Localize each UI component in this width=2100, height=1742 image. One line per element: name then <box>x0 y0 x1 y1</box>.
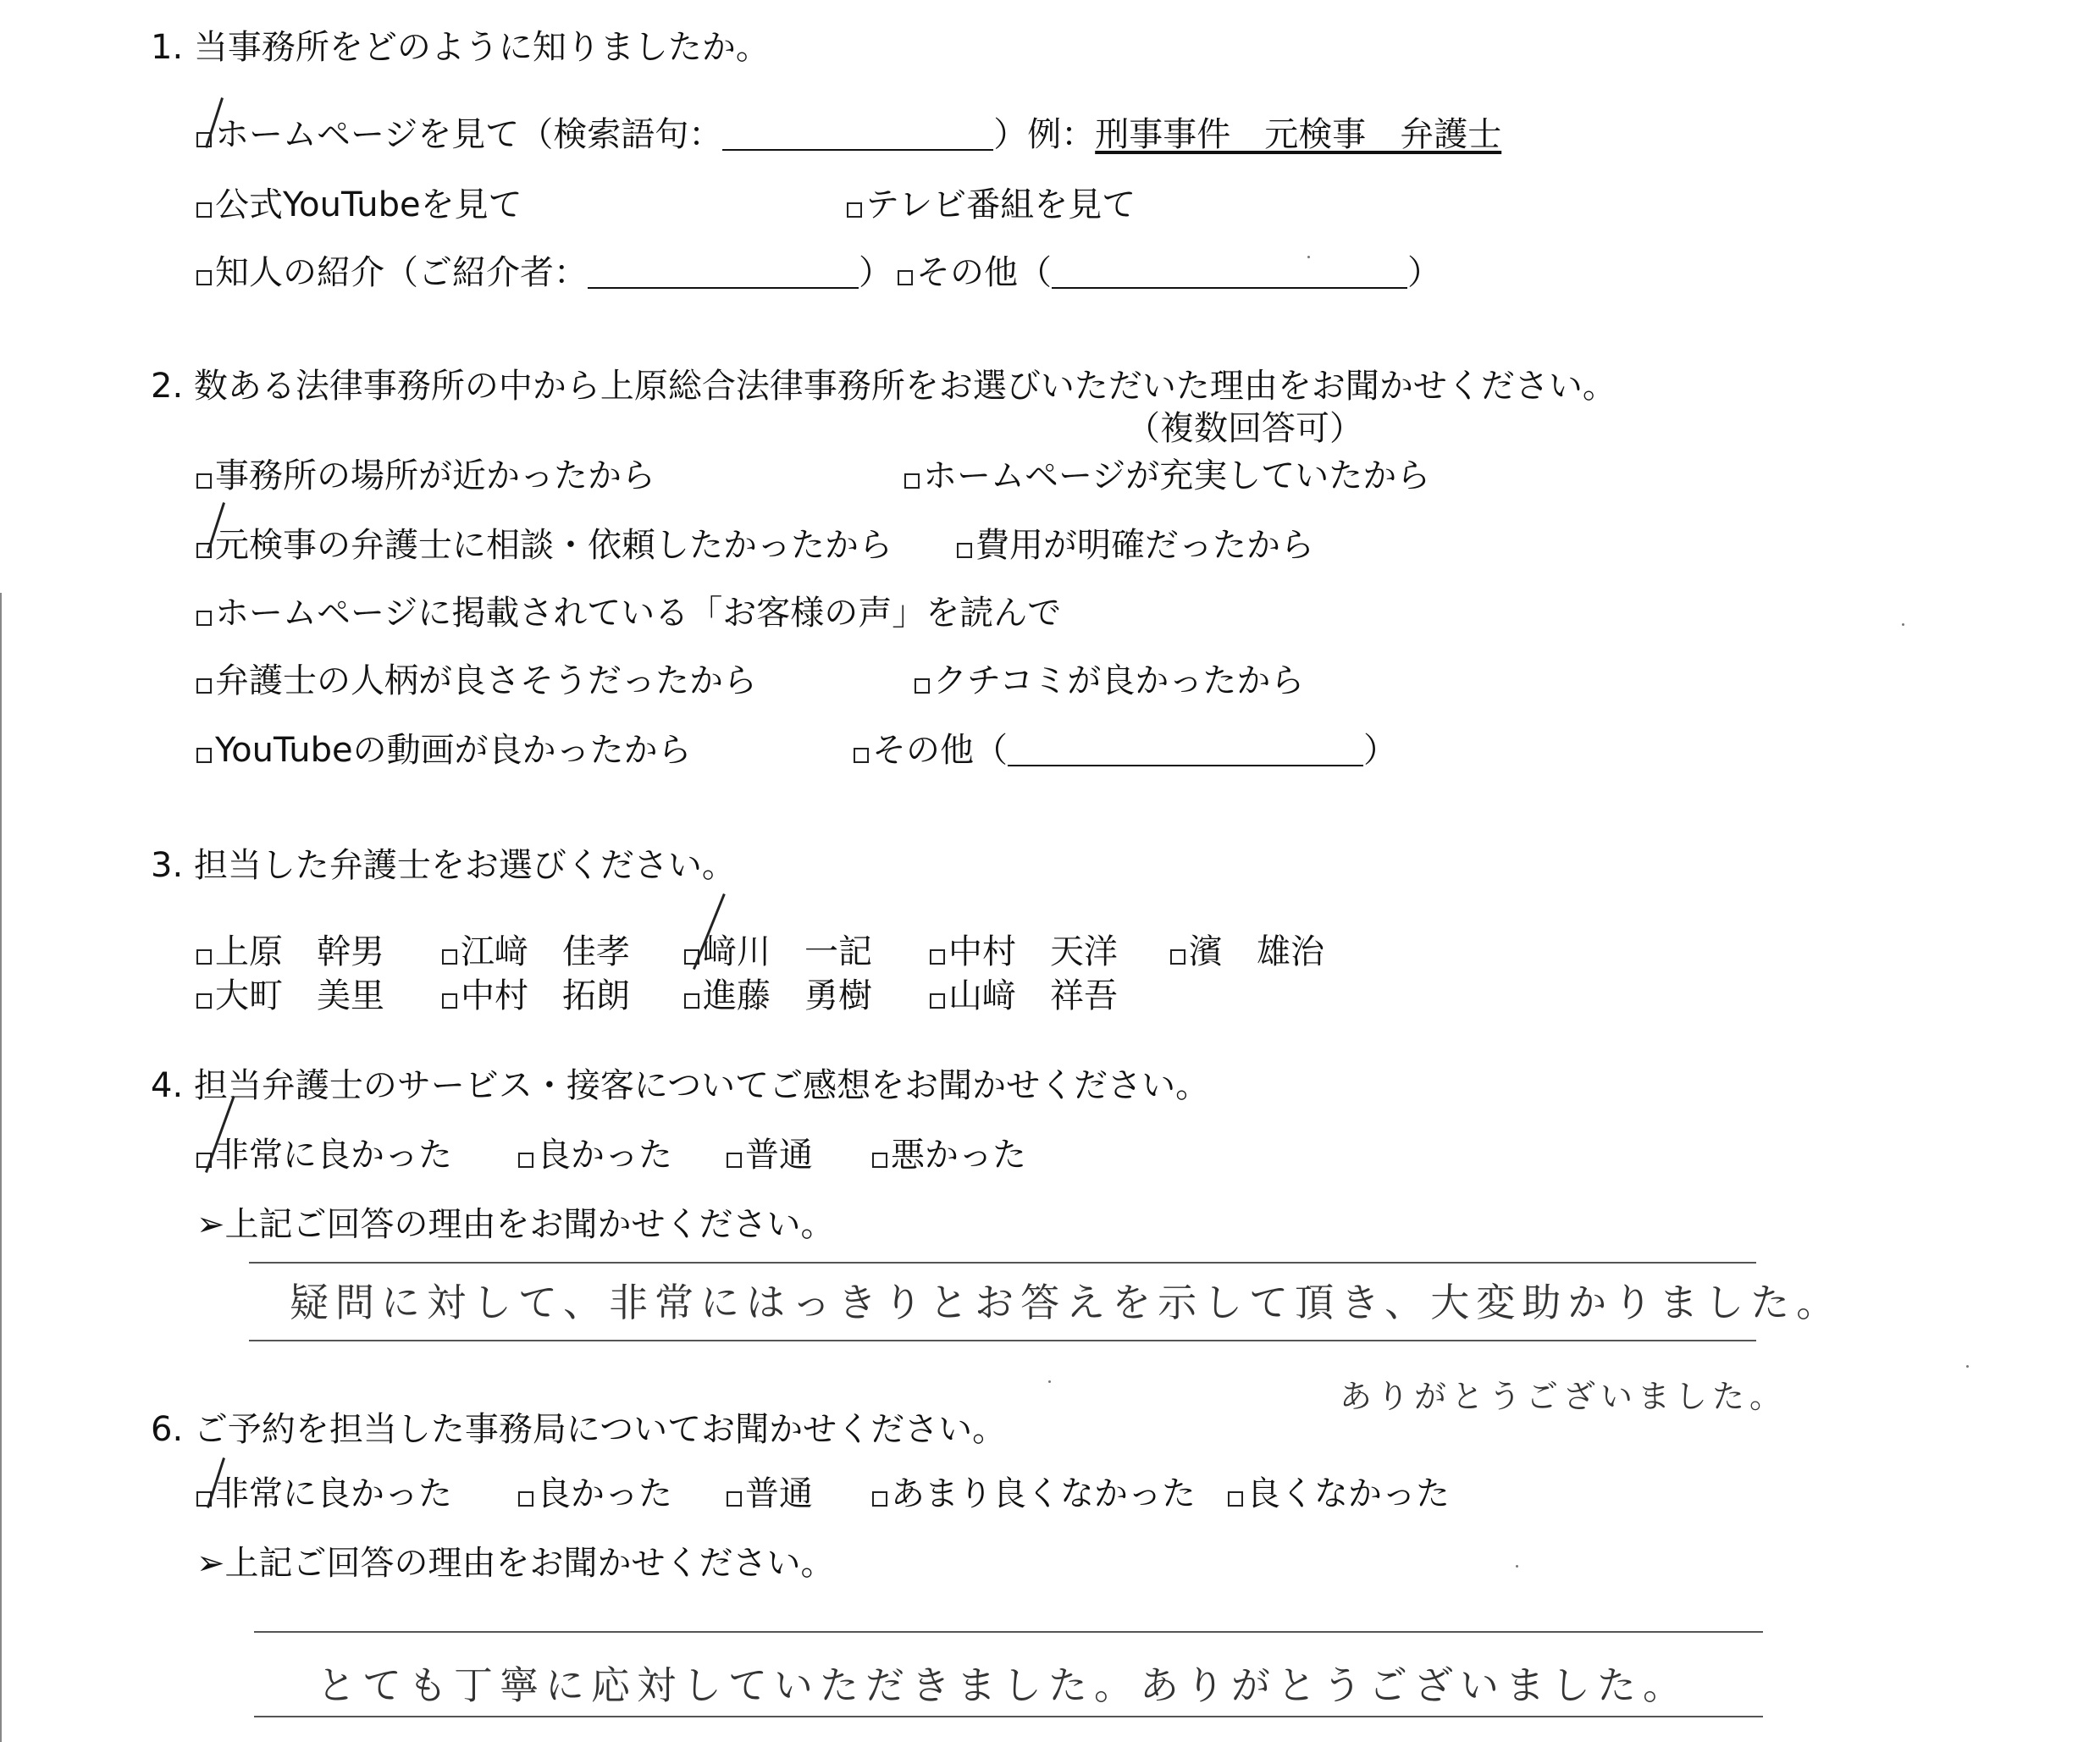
checkbox[interactable] <box>872 1491 887 1507</box>
scan-speck <box>1516 1565 1518 1568</box>
checkbox[interactable] <box>957 543 972 558</box>
lawyer-name: 進藤 勇樹 <box>703 976 872 1015</box>
q4-rating-option[interactable] <box>518 1135 672 1175</box>
checkbox[interactable] <box>196 993 212 1009</box>
answer-line <box>249 1262 1756 1264</box>
answer-line <box>254 1716 1763 1717</box>
q6-rating-label: あまり良くなかった <box>891 1474 1196 1513</box>
question-4-title: 4. 担当弁護士のサービス・接客についてご感想をお聞かせください。 <box>151 1066 1210 1105</box>
q1-option-referral[interactable] <box>196 252 892 293</box>
answer-line <box>249 1340 1756 1341</box>
q1-option-other[interactable] <box>898 252 1441 293</box>
q4-rating-option[interactable] <box>727 1135 813 1175</box>
lawyer-name: 中村 天洋 <box>948 932 1118 971</box>
q6-rating-option[interactable] <box>727 1474 813 1514</box>
lawyer-option[interactable] <box>1170 932 1324 972</box>
q1-option-other-close: ） <box>1407 253 1441 292</box>
q1-option-homepage-label: ホームページを見て（検索語句： <box>215 115 723 154</box>
q2-option-reviews[interactable] <box>915 661 1304 701</box>
q2-option-location-label: 事務所の場所が近かったから <box>215 456 655 495</box>
checkbox[interactable] <box>930 949 945 965</box>
q4-rating-label: 非常に良かった <box>215 1136 452 1175</box>
checkbox[interactable] <box>1228 1491 1243 1507</box>
lawyer-name: 上原 幹男 <box>215 932 384 971</box>
lawyer-name: 中村 拓朗 <box>461 976 630 1015</box>
question-3-title: 3. 担当した弁護士をお選びください。 <box>151 846 736 885</box>
checkbox[interactable] <box>196 202 212 218</box>
other-blank[interactable] <box>1052 262 1407 289</box>
lawyer-option[interactable] <box>442 976 630 1016</box>
q4-handwritten-answer-2[interactable]: ありがとうございました。 <box>1340 1378 1788 1415</box>
checkbox[interactable] <box>684 993 699 1009</box>
q2-option-hp-content[interactable] <box>904 456 1430 496</box>
lawyer-option[interactable] <box>930 932 1118 972</box>
checkbox[interactable] <box>727 1491 742 1507</box>
q2-option-voice-label: ホームページに掲載されている「お客様の声」を読んで <box>215 594 1062 633</box>
lawyer-option[interactable] <box>196 976 384 1016</box>
checkbox[interactable] <box>854 748 869 763</box>
question-1-title: 1. 当事務所をどのように知りましたか。 <box>151 28 770 67</box>
checkbox[interactable] <box>847 202 862 218</box>
q1-option-referral-label: 知人の紹介（ご紹介者： <box>215 253 588 292</box>
q6-rating-option[interactable] <box>518 1474 672 1514</box>
referrer-blank[interactable] <box>588 262 859 289</box>
scan-speck <box>1048 1380 1051 1383</box>
q6-handwritten-answer[interactable]: とても丁寧に応対していただきました。ありがとうございました。 <box>317 1662 1688 1708</box>
checkbox[interactable] <box>898 270 913 285</box>
q1-option-homepage[interactable] <box>196 114 1501 155</box>
scan-speck <box>1902 623 1904 626</box>
lawyer-option[interactable] <box>684 932 872 972</box>
q2-option-fee-label: 費用が明確だったから <box>975 526 1314 565</box>
q4-rating-option[interactable] <box>872 1135 1026 1175</box>
q2-option-ex-prosecutor-label: 元検事の弁護士に相談・依頼したかったから <box>215 526 892 565</box>
q2-option-youtube-video-label: YouTubeの動画が良かったから <box>215 731 692 770</box>
q2-option-voice[interactable] <box>196 593 1061 633</box>
q4-rating-label: 普通 <box>745 1136 813 1175</box>
q2-option-other[interactable] <box>854 730 1397 771</box>
q6-rating-option[interactable] <box>872 1474 1196 1514</box>
question-2-note: （複数回答可） <box>1126 409 1363 448</box>
checkbox[interactable] <box>196 678 212 694</box>
scan-speck <box>1966 1365 1969 1368</box>
scan-speck <box>1307 256 1310 258</box>
checkbox[interactable] <box>1170 949 1185 965</box>
scan-edge-line <box>0 593 2 1742</box>
q4-rating-option[interactable] <box>196 1135 452 1175</box>
q6-rating-label: 普通 <box>745 1474 813 1513</box>
question-2-title: 2. 数ある法律事務所の中から上原総合法律事務所をお選びいただいた理由をお聞かせください。 <box>151 367 1616 406</box>
q4-reason-prompt: ➢上記ご回答の理由をお聞かせください。 <box>196 1205 835 1244</box>
q6-rating-option[interactable] <box>196 1474 452 1514</box>
q6-rating-option[interactable] <box>1228 1474 1450 1514</box>
checkbox[interactable] <box>196 611 212 626</box>
answer-line <box>254 1631 1763 1633</box>
q6-rating-label: 良くなかった <box>1246 1474 1450 1513</box>
q1-option-referral-close: ） <box>859 253 892 292</box>
q1-option-tv[interactable] <box>847 185 1136 225</box>
checkbox[interactable] <box>196 270 212 285</box>
checkbox[interactable] <box>904 473 920 489</box>
checkbox[interactable] <box>872 1153 887 1168</box>
q2-option-fee[interactable] <box>957 525 1314 566</box>
q2-option-hp-content-label: ホームページが充実していたから <box>923 456 1431 495</box>
lawyer-name: 濱 雄治 <box>1189 932 1324 971</box>
q2-option-other-close: ） <box>1363 731 1397 770</box>
lawyer-option[interactable] <box>442 932 630 972</box>
q6-reason-prompt: ➢上記ご回答の理由をお聞かせください。 <box>196 1544 835 1583</box>
lawyer-name: 﨑川 一記 <box>703 932 872 971</box>
question-6-title: 6. ご予約を担当した事務局についてお聞かせください。 <box>151 1410 1007 1449</box>
lawyer-name: 江﨑 佳孝 <box>461 932 630 971</box>
q6-rating-label: 非常に良かった <box>215 1474 452 1513</box>
lawyer-option[interactable] <box>196 932 384 972</box>
q1-option-other-label: その他（ <box>916 253 1052 292</box>
checkbox[interactable] <box>930 993 945 1009</box>
checkbox[interactable] <box>442 949 457 965</box>
q2-option-reviews-label: クチコミが良かったから <box>933 661 1305 700</box>
lawyer-name: 山﨑 祥吾 <box>948 976 1118 1015</box>
q1-option-youtube[interactable] <box>196 185 522 225</box>
q2-option-other-label: その他（ <box>872 731 1008 770</box>
q4-rating-label: 良かった <box>537 1136 672 1175</box>
lawyer-option[interactable] <box>684 976 872 1016</box>
q1-example: 刑事事件 元検事 弁護士 <box>1095 115 1502 154</box>
q4-rating-label: 悪かった <box>891 1136 1026 1175</box>
q1-option-homepage-close: ）例： <box>993 115 1096 154</box>
other-blank[interactable] <box>1008 739 1363 766</box>
checkbox[interactable] <box>518 1491 533 1507</box>
q2-option-location[interactable] <box>196 456 655 496</box>
lawyer-name: 大町 美里 <box>215 976 384 1015</box>
checkbox[interactable] <box>196 748 212 763</box>
checkbox[interactable] <box>915 678 930 694</box>
checkbox[interactable] <box>196 949 212 965</box>
q4-handwritten-answer[interactable]: 疑問に対して、非常にはっきりとお答えを示して頂き、大変助かりました。 <box>290 1280 1843 1325</box>
search-term-blank[interactable] <box>722 124 993 151</box>
q1-option-youtube-label: 公式YouTubeを見て <box>215 185 522 224</box>
q2-option-youtube-video[interactable] <box>196 730 692 771</box>
q2-option-personality[interactable] <box>196 661 757 701</box>
checkbox[interactable] <box>518 1153 533 1168</box>
lawyer-option[interactable] <box>930 976 1118 1016</box>
q2-option-personality-label: 弁護士の人柄が良さそうだったから <box>215 661 757 700</box>
checkbox[interactable] <box>196 473 212 489</box>
q2-option-ex-prosecutor[interactable] <box>196 525 892 566</box>
q1-option-tv-label: テレビ番組を見て <box>865 185 1136 224</box>
q6-rating-label: 良かった <box>537 1474 672 1513</box>
checkbox[interactable] <box>442 993 457 1009</box>
checkbox[interactable] <box>727 1153 742 1168</box>
